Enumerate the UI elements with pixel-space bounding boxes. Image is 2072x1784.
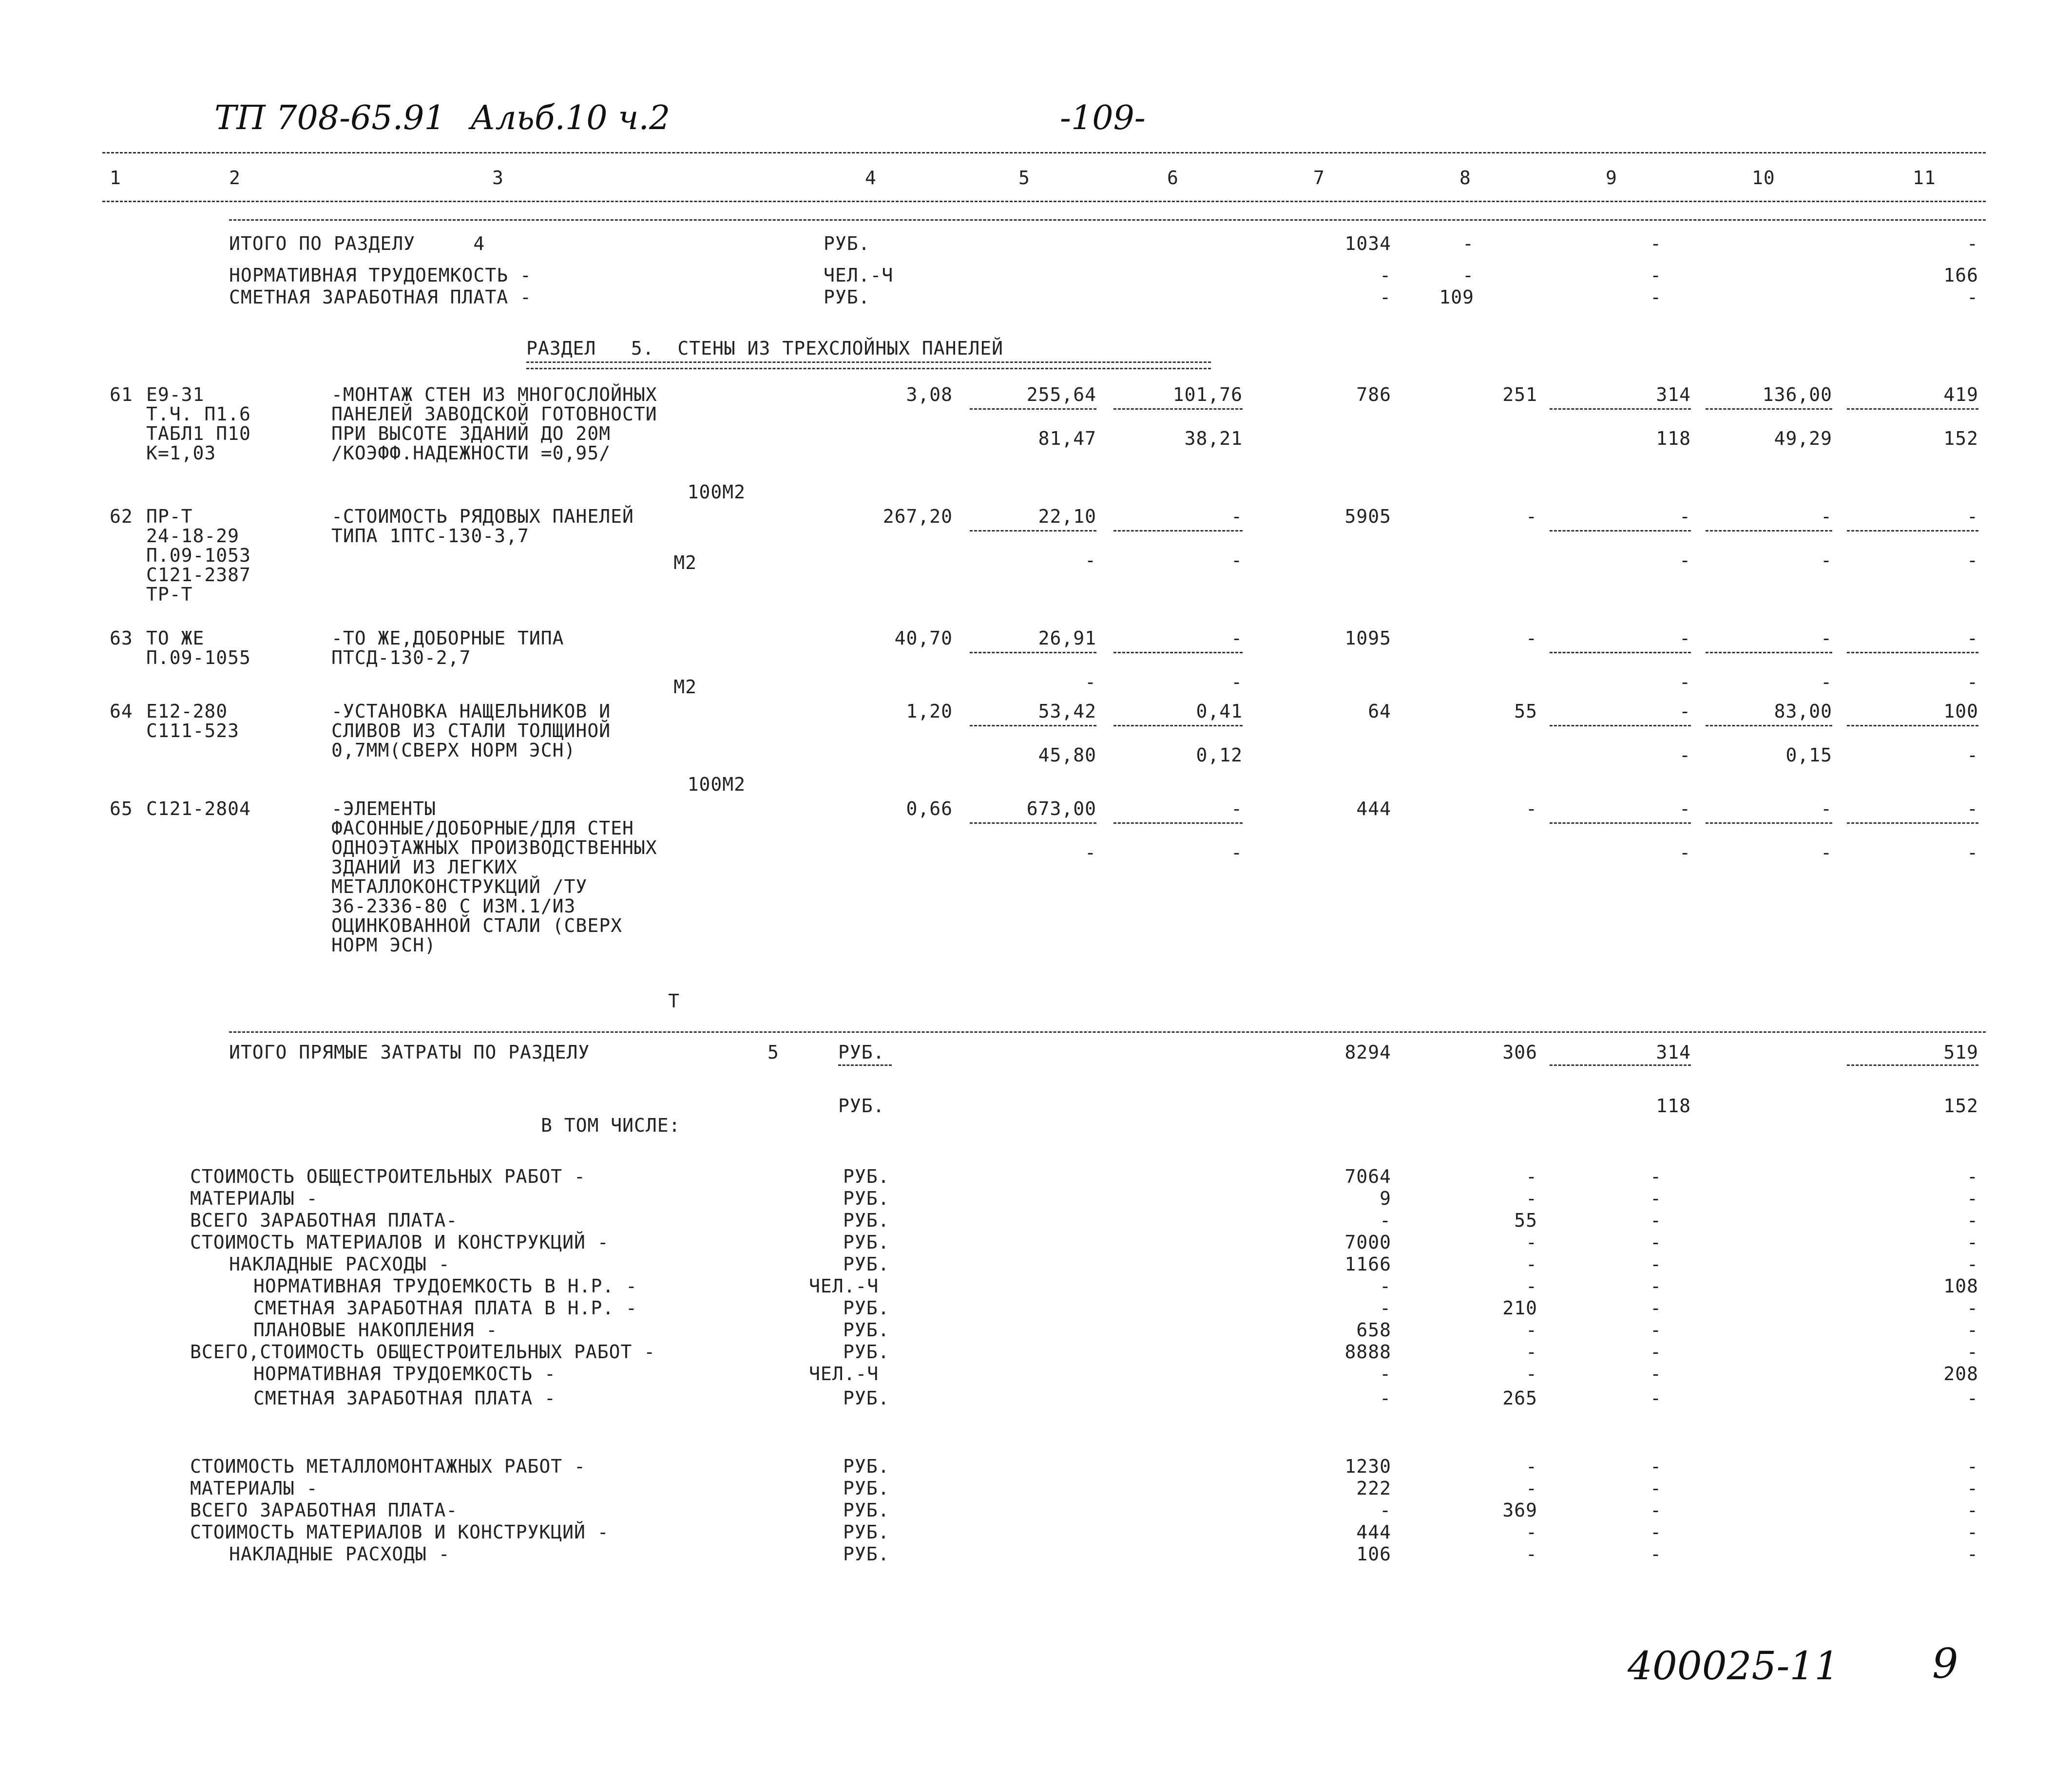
row-code: ТО ЖЕ [146,627,205,649]
sec4-unit: ЧЕЛ.-Ч [824,265,894,286]
row-quantity: 0,66 [906,798,953,819]
row-unit-wage: - [1085,550,1096,571]
row-machine-wage: - [1679,550,1691,571]
section5-title-underline [526,361,1211,369]
row-divider [1113,652,1243,653]
summary-label: СТОИМОСТЬ МЕТАЛЛОМОНТАЖНЫХ РАБОТ - [190,1456,586,1477]
row-unit-machine-wage: 0,12 [1196,744,1243,766]
summary-c8: - [1526,1188,1537,1209]
row-labor-unit: - [1821,627,1832,649]
sec4-c9: - [1650,286,1662,308]
row-divider [970,530,1096,531]
row-divider [1847,822,1978,824]
summary-label: ВСЕГО ЗАРАБОТНАЯ ПЛАТА- [190,1210,458,1231]
row-code: П.09-1053 [146,545,251,566]
summary-unit: РУБ. [843,1166,890,1187]
summary-c11: - [1967,1456,1978,1477]
totals5-label: ИТОГО ПРЯМЫЕ ЗАТРАТЫ ПО РАЗДЕЛУ [229,1042,590,1063]
sec4-unit: РУБ. [824,286,870,308]
summary-c11: - [1967,1341,1978,1363]
row-description: ОЦИНКОВАННОЙ СТАЛИ (СВЕРХ [331,915,622,936]
row-unit-price: 26,91 [1038,627,1096,649]
row-divider [1706,530,1832,531]
summary-c7: 1230 [1344,1456,1391,1477]
summary-c8: - [1526,1166,1537,1187]
summary-unit: РУБ. [843,1387,890,1409]
summary-unit: РУБ. [843,1521,890,1543]
summary-c11: - [1967,1499,1978,1521]
totals5-c8: 306 [1502,1042,1537,1063]
summary-c11: - [1967,1232,1978,1253]
row-code: С111-523 [146,720,240,741]
section4-rule [229,219,1986,221]
column-number-11: 11 [1913,167,1936,189]
row-description: -ТО ЖЕ,ДОБОРНЫЕ ТИПА [331,627,564,649]
summary-c7: - [1380,1297,1391,1319]
sec4-c9: - [1650,265,1662,286]
row-description: МЕТАЛЛОКОНСТРУКЦИЙ /ТУ [331,876,588,897]
row-divider [1113,725,1243,726]
summary-c7: 444 [1356,1521,1391,1543]
row-description: -УСТАНОВКА НАЩЕЛЬНИКОВ И [331,701,611,722]
sec4-c11: 166 [1943,265,1978,286]
row-divider [1550,725,1691,726]
section5-title: РАЗДЕЛ 5. СТЕНЫ ИЗ ТРЕХСЛОЙНЫХ ПАНЕЛЕЙ [526,338,1003,359]
summary-c7: 1166 [1344,1253,1391,1275]
summary-c8: - [1526,1456,1537,1477]
row-divider [1706,822,1832,824]
summary-unit: РУБ. [843,1499,890,1521]
summary-c8: - [1526,1319,1537,1341]
sec4-label: НОРМАТИВНАЯ ТРУДОЕМКОСТЬ - [229,265,532,286]
summary-c11: - [1967,1387,1978,1409]
row-divider [1706,725,1832,726]
summary-c11: - [1967,1543,1978,1565]
summary-c11: - [1967,1210,1978,1231]
row-labor-unit: - [1821,798,1832,819]
row-code: Т.Ч. П1.6 [146,403,251,425]
row-unit-wage: - [1085,842,1096,863]
row-divider [1550,822,1691,824]
row-labor-unit: - [1821,506,1832,527]
row-code: С121-2804 [146,798,251,819]
summary-c7: 7000 [1344,1232,1391,1253]
totals-rule [229,1031,1986,1033]
summary-c8: - [1526,1253,1537,1275]
row-divider [1550,408,1691,410]
totals5-c11b: 152 [1943,1095,1978,1117]
row-labor-total: 419 [1943,384,1978,405]
summary-c7: 8888 [1344,1341,1391,1363]
summary-c8: 369 [1502,1499,1537,1521]
row-labor-machine-total: - [1967,671,1978,693]
row-machine-wage: - [1679,744,1691,766]
column-number-10: 10 [1752,167,1775,189]
summary-label: СМЕТНАЯ ЗАРАБОТНАЯ ПЛАТА В Н.Р. - [253,1297,637,1319]
summary-c7: - [1380,1387,1391,1409]
footer-code: 400025-11 [1628,1643,1840,1689]
doc-code: ТП 708-65.91 [214,99,445,137]
summary-c9: - [1650,1166,1662,1187]
row-labor-machine-unit: - [1821,671,1832,693]
row-labor-machine-unit: 49,29 [1774,428,1832,449]
summary-unit: РУБ. [843,1210,890,1231]
row-wage-total: - [1526,506,1537,527]
sec4-c8: 109 [1439,286,1474,308]
row-divider [1847,652,1978,653]
row-divider [1847,725,1978,726]
row-description: СЛИВОВ ИЗ СТАЛИ ТОЛЩИНОЙ [331,720,611,741]
column-number-4: 4 [865,167,877,189]
summary-label: НАКЛАДНЫЕ РАСХОДЫ - [229,1543,450,1565]
row-unit-wage: 81,47 [1038,428,1096,449]
row-code: Е9-31 [146,384,205,405]
summary-c9: - [1650,1275,1662,1297]
summary-unit: РУБ. [843,1478,890,1499]
summary-c9: - [1650,1319,1662,1341]
summary-c11: - [1967,1297,1978,1319]
sec4-c7: - [1380,286,1391,308]
summary-c7: 658 [1356,1319,1391,1341]
row-labor-total: - [1967,506,1978,527]
row-code: К=1,03 [146,442,216,464]
row-description: ОДНОЭТАЖНЫХ ПРОИЗВОДСТВЕННЫХ [331,837,657,858]
footer-sheet: 9 [1932,1640,1958,1688]
summary-c8: - [1526,1478,1537,1499]
sec4-c8: - [1462,265,1474,286]
row-number: 61 [110,384,133,405]
page-number: -109- [1060,99,1146,137]
row-divider [1706,408,1832,410]
sec4-c11: - [1967,233,1978,254]
row-divider [1113,408,1243,410]
row-machine: - [1679,627,1691,649]
row-unit: 100М2 [687,774,746,795]
summary-label: НОРМАТИВНАЯ ТРУДОЕМКОСТЬ - [253,1363,556,1385]
row-unit-machine-wage: 38,21 [1184,428,1243,449]
sec4-label: СМЕТНАЯ ЗАРАБОТНАЯ ПЛАТА - [229,286,532,308]
column-number-6: 6 [1167,167,1179,189]
row-code: Е12-280 [146,701,228,722]
sec4-c9: - [1650,233,1662,254]
summary-label: НАКЛАДНЫЕ РАСХОДЫ - [229,1253,450,1275]
summary-c8: - [1526,1341,1537,1363]
row-total: 444 [1356,798,1391,819]
row-divider [970,408,1096,410]
totals5-section: 5 [767,1042,779,1063]
row-unit-machine-wage: - [1231,842,1243,863]
summary-c8: - [1526,1543,1537,1565]
summary-c9: - [1650,1363,1662,1385]
row-unit: М2 [673,552,697,573]
row-description: 0,7ММ(СВЕРХ НОРМ ЭСН) [331,740,576,761]
sec4-c11: - [1967,286,1978,308]
summary-c9: - [1650,1543,1662,1565]
sec4-c8: - [1462,233,1474,254]
summary-unit: ЧЕЛ.-Ч [809,1363,879,1385]
row-code: ПР-Т [146,506,193,527]
row-machine-wage: 118 [1656,428,1691,449]
summary-c9: - [1650,1387,1662,1409]
row-divider [1113,822,1243,824]
row-unit: Т [668,990,680,1012]
summary-label: СМЕТНАЯ ЗАРАБОТНАЯ ПЛАТА - [253,1387,556,1409]
summary-c9: - [1650,1232,1662,1253]
column-number-8: 8 [1459,167,1471,189]
row-unit-price: 22,10 [1038,506,1096,527]
row-divider [970,725,1096,726]
summary-c9: - [1650,1499,1662,1521]
row-machine-wage: - [1679,842,1691,863]
row-divider [1550,652,1691,653]
row-unit-price: 673,00 [1026,798,1096,819]
row-unit-operation: - [1231,627,1243,649]
summary-unit: РУБ. [843,1297,890,1319]
row-machine: - [1679,798,1691,819]
row-description: ЗДАНИЙ ИЗ ЛЕГКИХ [331,856,518,878]
row-divider [1847,530,1978,531]
summary-label: ВСЕГО ЗАРАБОТНАЯ ПЛАТА- [190,1499,458,1521]
row-number: 64 [110,701,133,722]
column-number-1: 1 [110,167,121,189]
summary-c11: - [1967,1478,1978,1499]
row-unit-machine-wage: - [1231,550,1243,571]
row-description: -МОНТАЖ СТЕН ИЗ МНОГОСЛОЙНЫХ [331,384,657,405]
column-number-7: 7 [1313,167,1325,189]
summary-label: СТОИМОСТЬ МАТЕРИАЛОВ И КОНСТРУКЦИЙ - [190,1521,609,1543]
summary-label: НОРМАТИВНАЯ ТРУДОЕМКОСТЬ В Н.Р. - [253,1275,637,1297]
row-unit: 100М2 [687,481,746,503]
row-unit-wage: - [1085,671,1096,693]
row-wage-total: 55 [1514,701,1537,722]
row-labor-unit: 136,00 [1762,384,1832,405]
summary-unit: РУБ. [843,1341,890,1363]
totals5-divider [1847,1064,1978,1066]
summary-c9: - [1650,1341,1662,1363]
row-divider [1706,652,1832,653]
summary-unit: РУБ. [843,1456,890,1477]
row-unit-machine-wage: - [1231,671,1243,693]
summary-label: ВСЕГО,СТОИМОСТЬ ОБЩЕСТРОИТЕЛЬНЫХ РАБОТ - [190,1341,656,1363]
summary-label: МАТЕРИАЛЫ - [190,1188,318,1209]
summary-c11: - [1967,1319,1978,1341]
summary-c11: - [1967,1521,1978,1543]
totals5-unit: РУБ. [838,1042,885,1063]
row-quantity: 1,20 [906,701,953,722]
row-labor-machine-total: - [1967,842,1978,863]
row-machine: - [1679,701,1691,722]
summary-c8: - [1526,1521,1537,1543]
row-quantity: 3,08 [906,384,953,405]
summary-c8: - [1526,1232,1537,1253]
summary-c9: - [1650,1253,1662,1275]
row-quantity: 267,20 [883,506,953,527]
row-code: ТР-Т [146,584,193,605]
summary-c7: - [1380,1275,1391,1297]
row-divider [1847,408,1978,410]
row-code: ТАБЛ1 П10 [146,423,251,444]
summary-c7: 222 [1356,1478,1391,1499]
row-number: 63 [110,627,133,649]
summary-c7: - [1380,1363,1391,1385]
row-description: /КОЭФФ.НАДЕЖНОСТИ =0,95/ [331,442,611,464]
sec4-c7: 1034 [1344,233,1391,254]
summary-c7: 9 [1380,1188,1391,1209]
row-unit-wage: 45,80 [1038,744,1096,766]
row-machine: - [1679,506,1691,527]
summary-c11: - [1967,1166,1978,1187]
row-unit-operation: 0,41 [1196,701,1243,722]
column-number-2: 2 [229,167,241,189]
summary-c11: 208 [1943,1363,1978,1385]
summary-c9: - [1650,1478,1662,1499]
row-labor-unit: 83,00 [1774,701,1832,722]
row-divider [970,822,1096,824]
summary-unit: РУБ. [843,1232,890,1253]
summary-c8: 265 [1502,1387,1537,1409]
summary-unit: РУБ. [843,1543,890,1565]
summary-c7: - [1380,1210,1391,1231]
row-code: П.09-1055 [146,647,251,668]
sec4-label: ИТОГО ПО РАЗДЕЛУ 4 [229,233,485,254]
totals5-c11: 519 [1943,1042,1978,1063]
summary-c9: - [1650,1188,1662,1209]
summary-c11: - [1967,1188,1978,1209]
row-labor-total: - [1967,627,1978,649]
summary-c7: 106 [1356,1543,1391,1565]
row-total: 786 [1356,384,1391,405]
summary-unit: РУБ. [843,1253,890,1275]
summary-label: СТОИМОСТЬ МАТЕРИАЛОВ И КОНСТРУКЦИЙ - [190,1232,609,1253]
row-description: ПРИ ВЫСОТЕ ЗДАНИЙ ДО 20М [331,423,611,444]
row-machine-wage: - [1679,671,1691,693]
summary-c11: 108 [1943,1275,1978,1297]
row-wage-total: - [1526,627,1537,649]
row-unit: М2 [673,676,697,698]
row-labor-machine-total: - [1967,744,1978,766]
row-labor-machine-total: - [1967,550,1978,571]
row-wage-total: 251 [1502,384,1537,405]
row-total: 1095 [1344,627,1391,649]
summary-c9: - [1650,1210,1662,1231]
row-description: ТИПА 1ПТС-130-3,7 [331,525,529,547]
totals5-including: В ТОМ ЧИСЛЕ: [541,1115,681,1136]
summary-c7: - [1380,1499,1391,1521]
row-description: ФАСОННЫЕ/ДОБОРНЫЕ/ДЛЯ СТЕН [331,817,634,839]
row-total: 64 [1368,701,1391,722]
row-code: 24-18-29 [146,525,240,547]
column-number-5: 5 [1018,167,1030,189]
row-code: С121-2387 [146,564,251,586]
row-unit-price: 255,64 [1026,384,1096,405]
summary-label: СТОИМОСТЬ ОБЩЕСТРОИТЕЛЬНЫХ РАБОТ - [190,1166,586,1187]
row-divider [1113,530,1243,531]
header-rule-top [102,152,1986,153]
summary-c7: 7064 [1344,1166,1391,1187]
row-unit-price: 53,42 [1038,701,1096,722]
row-description: НОРМ ЭСН) [331,934,436,956]
totals5-c9: 314 [1656,1042,1691,1063]
summary-c8: - [1526,1275,1537,1297]
row-unit-operation: - [1231,506,1243,527]
totals5-divider [838,1064,892,1066]
totals5-c9b: 118 [1656,1095,1691,1117]
sec4-unit: РУБ. [824,233,870,254]
row-description: ПАНЕЛЕЙ ЗАВОДСКОЙ ГОТОВНОСТИ [331,403,657,425]
row-number: 65 [110,798,133,819]
row-labor-total: - [1967,798,1978,819]
summary-unit: РУБ. [843,1319,890,1341]
row-description: ПТСД-130-2,7 [331,647,471,668]
row-labor-total: 100 [1943,701,1978,722]
row-divider [970,652,1096,653]
row-wage-total: - [1526,798,1537,819]
row-labor-machine-total: 152 [1943,428,1978,449]
row-machine: 314 [1656,384,1691,405]
summary-c11: - [1967,1253,1978,1275]
row-labor-machine-unit: - [1821,550,1832,571]
album-label: Альб.10 ч.2 [470,99,671,137]
summary-label: ПЛАНОВЫЕ НАКОПЛЕНИЯ - [253,1319,498,1341]
row-description: -ЭЛЕМЕНТЫ [331,798,436,819]
row-description: -СТОИМОСТЬ РЯДОВЫХ ПАНЕЛЕЙ [331,506,634,527]
totals5-divider [1550,1064,1691,1066]
column-number-3: 3 [492,167,504,189]
summary-c9: - [1650,1521,1662,1543]
totals5-c7: 8294 [1344,1042,1391,1063]
summary-c8: 210 [1502,1297,1537,1319]
row-divider [1550,530,1691,531]
summary-c9: - [1650,1297,1662,1319]
row-total: 5905 [1344,506,1391,527]
row-labor-machine-unit: 0,15 [1785,744,1832,766]
sec4-c7: - [1380,265,1391,286]
header-rule-bottom [102,201,1986,202]
summary-c9: - [1650,1456,1662,1477]
summary-label: МАТЕРИАЛЫ - [190,1478,318,1499]
summary-unit: РУБ. [843,1188,890,1209]
summary-unit: ЧЕЛ.-Ч [809,1275,879,1297]
row-unit-operation: 101,76 [1172,384,1243,405]
row-description: 36-2336-80 С ИЗМ.1/ИЗ [331,895,576,917]
row-number: 62 [110,506,133,527]
row-unit-operation: - [1231,798,1243,819]
row-labor-machine-unit: - [1821,842,1832,863]
summary-c8: - [1526,1363,1537,1385]
summary-c8: 55 [1514,1210,1537,1231]
column-number-9: 9 [1606,167,1617,189]
row-quantity: 40,70 [894,627,953,649]
totals5-unit2: РУБ. [838,1095,885,1117]
